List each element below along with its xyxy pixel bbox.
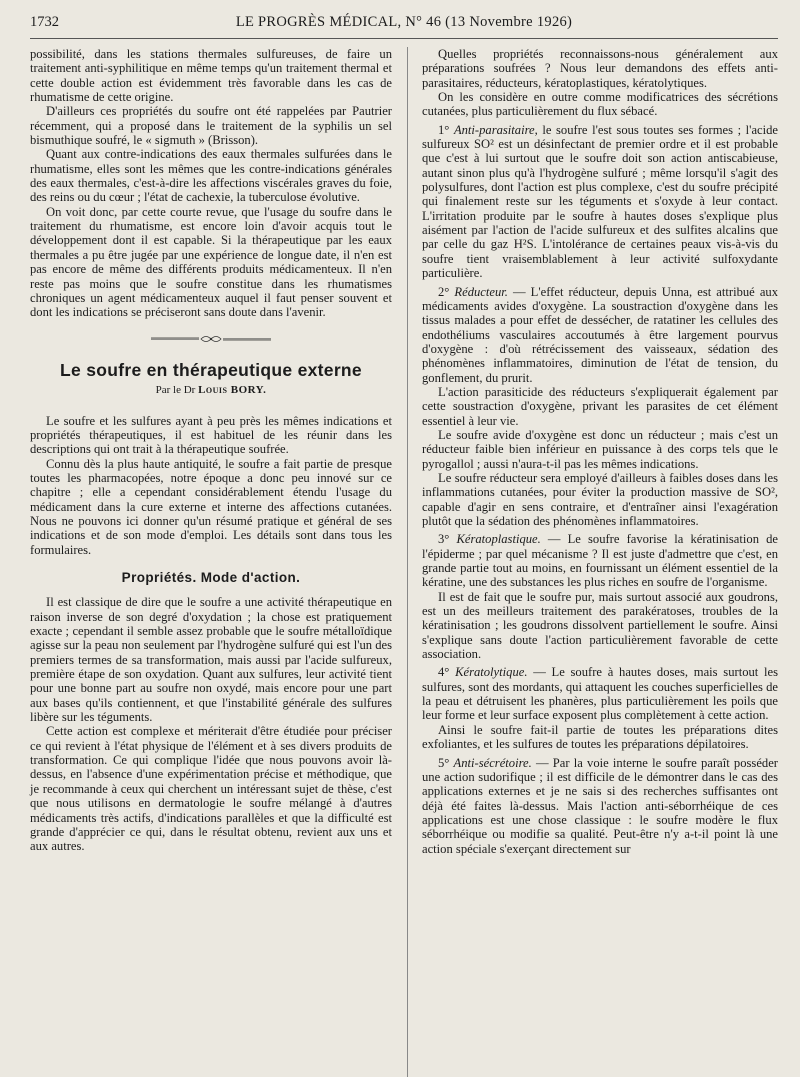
running-title: LE PROGRÈS MÉDICAL, N° 46 (13 Novembre 1926) [235,14,573,30]
item-number: 4° [438,665,450,680]
section-heading: Propriétés. Mode d'action. [121,570,301,585]
running-header [30,14,778,36]
paragraph: Le soufre avide d'oxygène est donc un réducteur ; mais c'est un réducteur faible bien inférieur en puissance à des corps tels que le pyrogallol ; aussi n'aura-t-il pas les mêmes indications. [422,427,778,471]
paragraph: Il est classique de dire que le soufre a une activité thérapeutique en raison inverse de son degré d'oxydation ; la chose est pratiquement exacte ; cependant il semble assez probable que le soufre métalloïdique agisse sur la peau non seulement par l'hydrogène sulfuré qui est l'un des premiers termes de sa transformation, mais aussi par l'acide sulfureux, première étape de son oxydation. Quant aux sulfures, leur activité tient pour une bonne part au soufre non oxydé, mais encore pour une part aux bases qu'ils contiennent, et que l'instabilité générale des sulfures libère sur les téguments. [30,595,392,725]
paragraph: Connu dès la plus haute antiquité, le soufre a fait partie de presque toutes les pharmacopées, notre époque a donc peu innové sur ce chapitre ; elle a cependant considérablement étendu l'usage du médicament dans la cure externe et interne des affections cutanées. Nous ne pouvons ici donner qu'un résumé pratique et général de ses indications et de son mode d'emploi. Les détails sont dans tous les formulaires. [30,456,392,557]
item-label: Réducteur. [454,284,508,299]
item-text: — Par la voie interne le soufre paraît posséder une action sudorifique ; il est difficile de le démontrer dans le cas des applications externes et je ne sais si des recherches suffisantes ont déjà été faites là-dessus. Mais l'action anti-séborrhéique de ces applications est une chose classique : le soufre modère le flux séborrhéique ou modifie sa qualité. Peut-être n'y a-t-il point là une action spéciale s'exerçant directement sur [422,755,778,856]
paragraph: D'ailleurs ces propriétés du soufre ont été rappelées par Pautrier récemment, qui a proposé dans le traitement de la syphilis un sel bismuthique soufré, le « sigmuth » (Brisson). [30,104,392,148]
item-number: 5° [438,755,450,770]
item-text: — Le soufre à hautes doses, mais surtout les sulfures, sont des mordants, qui attaquent les couches superficielles de la peau et détruisent les phanères, plus particulièrement les poils que leur forme et leur surface exposent plus complètement à cette action. [422,665,778,723]
paragraph: Quant aux contre-indications des eaux thermales sulfurées dans le rhumatisme, elles sont les mêmes que les contre-indications générales des eaux thermales, c'est-à-dire les affections viscérales graves du foie, des reins ou du cœur ; l'état de cachexie, la tuberculose évolutive. [30,147,392,205]
item-label: Kératoplastique. [456,532,541,547]
paragraph: Le soufre et les sulfures ayant à peu près les mêmes indications et propriétés thérapeutiques, il est habituel de les réunir dans les descriptions qui ont trait à la thérapeutique soufrée. [30,413,392,457]
paragraph: On les considère en outre comme modificatrices des sécrétions cutanées, plus particulièrement du flux sébacé. [422,90,778,119]
paragraph: possibilité, dans les stations thermales sulfureuses, de faire un traitement anti-syphilitique en même temps qu'un traitement thermal et cette double action est évidemment très favorable dans les cas de rhumatisme de cette origine. [30,47,392,105]
article-title: Le soufre en thérapeutique externe [60,359,362,380]
item-number: 1° [438,122,450,137]
author-name: Louis BORY. [198,384,267,397]
fleuron-divider [30,334,392,349]
numbered-item [422,285,778,385]
paragraph: Quelles propriétés reconnaissons-nous généralement aux préparations soufrées ? Nous leur demandons des effets anti-parasitaires, réducteurs, kératoplastiques, kératolytiques. [422,47,778,90]
numbered-item [422,532,778,589]
paragraph: Ainsi le soufre fait-il partie de toutes les préparations dites exfoliantes, et les sulfures de toutes les préparations dépilatoires. [422,722,778,752]
item-label: Anti-parasitaire, [453,122,538,137]
paragraph: On voit donc, par cette courte revue, que l'usage du soufre dans le traitement du rhumatisme, est encore loin d'avoir acquis tout le développement dont il est capable. Si la thérapeutique par les eaux thermales a pu être jugée par une expérience de longue date, il n'en est pas encore de même des différents produits médicamenteux. Il n'en reste pas moins que le soufre constitue dans les rhumatismes chroniques un agent médicamenteux auquel il faut penser souvent et dont les indications se préciseront sans doute dans l'avenir. [30,204,392,320]
item-text: — L'effet réducteur, depuis Unna, est attribué aux médicaments avides d'oxygène. La soustraction d'oxygène dans les tissus malades a pour effet de dessécher, de ratatiner les cellules des endothéliums vasculaires accoutumés à être largement pourvus d'oxygène : d'où rétrécissement des vaisseaux, sédation des phénomènes inflammatoires, diminution de l'état de tension, du gonflement, du prurit. [422,284,779,385]
item-label: Anti-sécrétoire. [453,755,532,770]
item-label: Kératolytique. [455,665,528,680]
byline [30,383,392,397]
right-column [422,47,778,856]
ornament-icon [151,334,271,344]
numbered-item [422,123,778,281]
header-rule [30,38,778,39]
paragraph: Il est de fait que le soufre pur, mais surtout associé aux goudrons, est un des meilleurs traitement des parakératoses, troubles de la kératinisation ; les goudrons dissolvent partiellement le soufre. Ainsi s'explique sans doute l'action particulièrement favorable de cette association. [422,589,778,662]
byline-prefix: Par le Dr [155,384,196,397]
item-text: — Le soufre favorise la kératinisation de l'épiderme ; par quel mécanisme ? Il est juste d'admettre que c'est, en grande partie tout au moins, en fournissant un élément essentiel de la kératine, une des substances les plus riches en soufre de l'organisme. [422,532,778,590]
column-divider [407,47,408,1077]
item-text: le soufre l'est sous toutes ses formes ; l'acide sulfureux SO² est un désinfectant de premier ordre et il est probable que c'est à lui surtout que le soufre doit son action antiscabieuse, autant sinon plus qu'à l'hydrogène sulfuré ; même lorsqu'il s'agit des polysulfures, dont l'action est plus complexe, c'est du soufre précipité qui finalement reste sur les téguments et s'oxyde à leur contact. L'irritation produite par le soufre à hautes doses s'explique plus aisément par l'action de l'acide sulfureux et des sulfites alcalins que par celle du gaz H²S. L'intolérance de certaines peaux vis-à-vis du soufre tient vraisemblablement à leur activité sulfoxydante particulière. [422,122,779,281]
paragraph: L'action parasiticide des réducteurs s'expliquerait également par cette soustraction d'oxygène, privant les parasites de cet élément essentiel à leur vie. [422,384,778,428]
numbered-item [422,665,778,722]
item-number: 2° [438,284,450,299]
paragraph: Le soufre réducteur sera employé d'ailleurs à faibles doses dans les inflammations cutanées, pour éviter la production massive de SO², capable d'agir en sens contraire, et d'entraîner ainsi l'exagération plutôt que la sédation des phénomènes inflammatoires. [422,470,778,528]
page-number: 1732 [30,14,59,30]
paragraph: Cette action est complexe et mériterait d'être étudiée pour préciser ce qui revient à l'état physique de l'élément et à ses divers produits de transformation. Ce qui complique l'idée que nous pouvons avoir là-dessus, en l'absence d'une expérimentation précise et méthodique, que je recommande à ceux qui cherchent un intéressant sujet de thèse, c'est que nous utilisons en dermatologie le soufre mélangé à d'autres médicaments très actifs, d'indications parallèles et que la difficulté est grande d'apprécier ce qui, dans le résultat obtenu, revient aux uns et aux autres. [30,724,392,854]
left-column [30,47,392,854]
item-number: 3° [438,532,450,547]
numbered-item [422,756,778,856]
